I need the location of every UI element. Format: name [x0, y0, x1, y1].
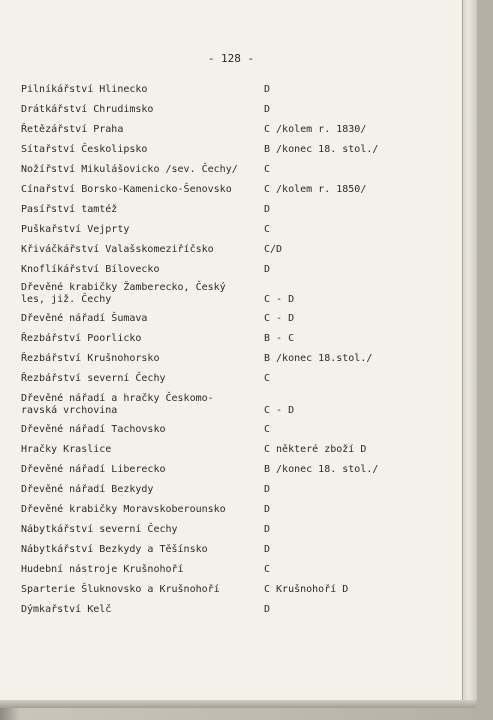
classification-value: D: [264, 484, 271, 495]
craft-region-label: Řezbářství Krušnohorsko: [21, 353, 160, 364]
craft-region-label: Nožířství Mikulášovicko /sev. Čechy/: [21, 164, 238, 175]
craft-region-label: Hudební nástroje Krušnohoří: [21, 564, 184, 575]
page-edge: [462, 0, 477, 700]
classification-value: D: [264, 544, 271, 555]
classification-value: C /kolem r. 1850/: [264, 184, 367, 195]
craft-region-label: Drátkářství Chrudimsko: [21, 104, 154, 115]
classification-value: D: [264, 604, 271, 615]
classification-value: C: [264, 164, 271, 175]
craft-region-label: Cínařství Borsko-Kamenicko-Šenovsko: [21, 184, 232, 195]
classification-value: C: [264, 373, 271, 384]
craft-region-label: Nábytkářství Bezkydy a Těšínsko: [21, 544, 208, 555]
craft-region-label: Řezbářství Poorlicko: [21, 333, 142, 344]
classification-value: D: [264, 204, 271, 215]
craft-region-label: Dřevěné nářadí Bezkydy: [21, 484, 154, 495]
craft-region-label: Dřevěné krabičky Žamberecko, Český les, již. Čechy: [21, 282, 226, 305]
classification-value: D: [264, 264, 271, 275]
classification-value: B /konec 18.stol./: [264, 353, 373, 364]
craft-region-label: Řezbářství severní Čechy: [21, 373, 166, 384]
craft-region-label: Dřevěné nářadí a hračky Českomo- ravská vrchovina: [21, 393, 214, 416]
craft-region-label: Knoflíkářství Bílovecko: [21, 264, 160, 275]
craft-region-label: Hračky Kraslice: [21, 444, 112, 455]
classification-value: D: [264, 504, 271, 515]
page-number: - 128 -: [207, 52, 255, 65]
craft-region-label: Dřevěné nářadí Tachovsko: [21, 424, 166, 435]
craft-region-label: Dřevěné nářadí Šumava: [21, 313, 148, 324]
page-edge-bottom: [0, 700, 476, 708]
craft-region-label: Řetězářství Praha: [21, 124, 124, 135]
classification-value: D: [264, 84, 271, 95]
classification-value: C - D: [264, 313, 295, 324]
classification-value: C: [264, 564, 271, 575]
craft-region-label: Dřevěné nářadí Liberecko: [21, 464, 166, 475]
classification-value: B /konec 18. stol./: [264, 464, 379, 475]
classification-value: C/D: [264, 244, 283, 255]
classification-value: C - D: [264, 294, 295, 305]
classification-value: D: [264, 524, 271, 535]
classification-value: C některé zboží D: [264, 444, 367, 455]
craft-region-label: Dýmkařství Kelč: [21, 604, 112, 615]
classification-value: C: [264, 224, 271, 235]
craft-region-label: Sítařství Českolipsko: [21, 144, 148, 155]
craft-region-label: Pasířství tamtéž: [21, 204, 118, 215]
craft-region-label: Křiváčkářství Valašskomeziříčsko: [21, 244, 214, 255]
classification-value: C Krušnohoří D: [264, 584, 349, 595]
classification-value: C - D: [264, 405, 295, 416]
classification-value: D: [264, 104, 271, 115]
craft-region-label: Sparterie Šluknovsko a Krušnohoří: [21, 584, 220, 595]
craft-region-label: Pilníkářství Hlinecko: [21, 84, 148, 95]
classification-value: B - C: [264, 333, 295, 344]
classification-value: B /konec 18. stol./: [264, 144, 379, 155]
craft-region-label: Dřevěné krabičky Moravskoberounsko: [21, 504, 226, 515]
craft-region-label: Nábytkářství severní Čechy: [21, 524, 178, 535]
craft-region-label: Puškařství Vejprty: [21, 224, 130, 235]
classification-value: C /kolem r. 1830/: [264, 124, 367, 135]
classification-value: C: [264, 424, 271, 435]
